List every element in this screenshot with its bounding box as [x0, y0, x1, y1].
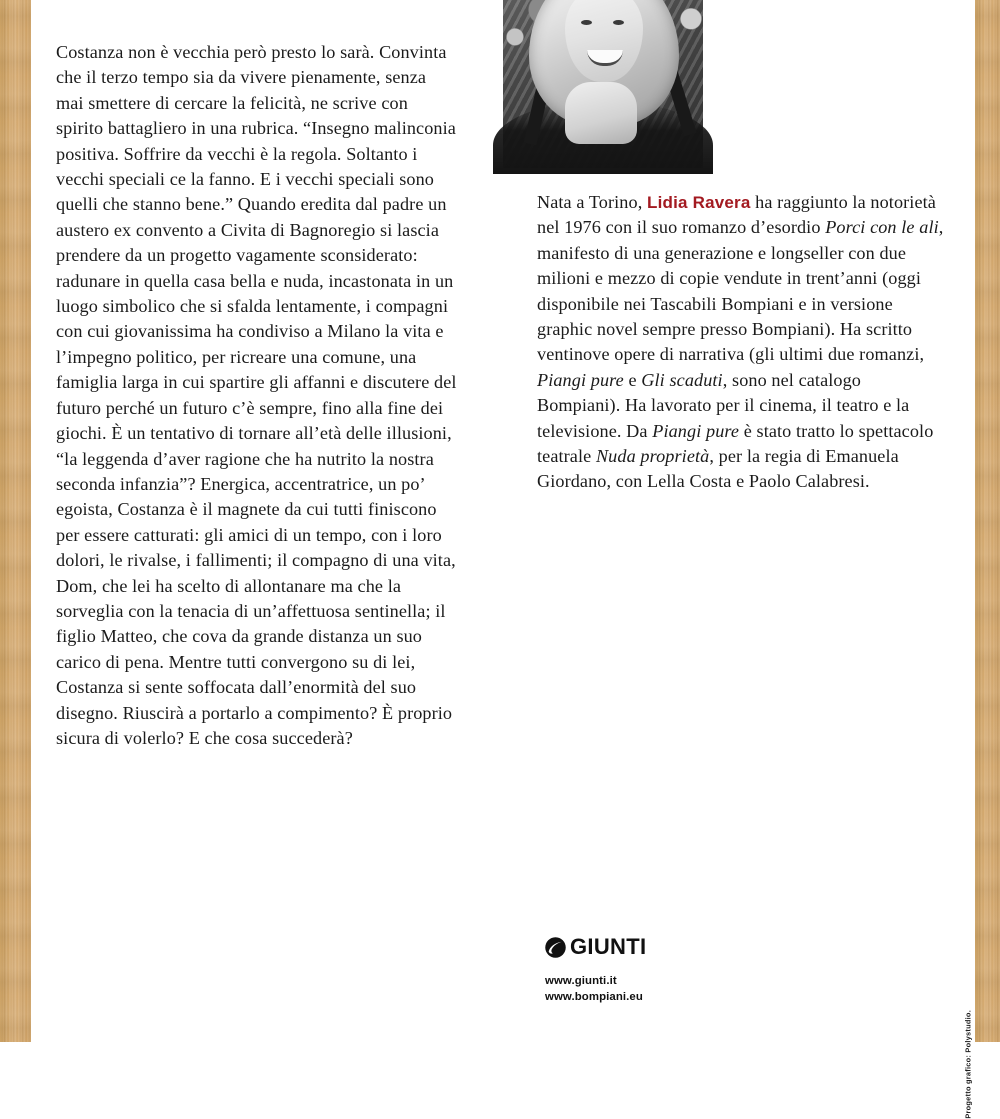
work-title-piangi-pure-1: Piangi pure: [537, 369, 624, 390]
bio-segment-5: , sono nel catalogo Bompiani). Ha lavorato per il cinema, il teatro e la televisione. Da: [537, 369, 910, 441]
work-title-porci-con-le-ali: Porci con le ali: [825, 217, 939, 238]
bio-segment-2: ha raggiunto la notorietà nel 1976 con il suo romanzo d’esordio: [537, 192, 936, 238]
left-flap-wood-strip: [0, 0, 31, 1042]
work-title-piangi-pure-2: Piangi pure: [652, 420, 740, 441]
blurb-text: Costanza non è vecchia però presto lo sarà. Convinta che il terzo tempo sia da vivere pienamente, senza mai smettere di cercare la felicità, ne scrive con spirito battagliero in una rubrica. “Insegno malinconia positiva. Soffrire da vecchi è la regola. Soltanto i vecchi speciali ce la fanno. E i vecchi speciali sono quelli che stanno bene.” Quando eredita dal padre un austero ex convento a Civita di Bagnoregio si lascia prendere da un progetto vagamente sconsiderato: radunare in quella casa bella e nuda, incastonata in un luogo simbolico che si sfalda lentamente, i compagni con cui giovanissima ha condiviso a Milano la vita e l’impegno politico, per ricreare una comune, una famiglia larga in cui spartire gli affanni e discutere del futuro perché un futuro c’è sempre, fino alla fine dei giochi. È un tentativo di tornare all’età delle illusioni, “la leggenda d’aver ragione che ha nutrito la nostra seconda infanzia”? Energica, accentratrice, un po’ egoista, Costanza è il magnete da cui tutti finiscono per essere catturati: gli amici di un tempo, con i loro dolori, le rivalse, i fallimenti; il compagno di una vita, Dom, che lei ha scelto di allontanare ma che la sorveglia con la tenacia di un’affettuosa sentinella; il figlio Matteo, che cova da grande distanza un suo carico di pena. Mentre tutti convergono su di lei, Costanza si sente soffocata dall’enormità del suo disegno. Riuscirà a portarlo a compimento? È proprio sicura di volerlo? E che cosa succederà?: [56, 42, 457, 748]
photo-eye-left: [581, 20, 592, 25]
publisher-logo: [545, 936, 805, 958]
work-title-gli-scaduti: Gli scaduti: [641, 369, 723, 390]
design-credit: Progetto grafico: Polystudio.: [964, 1010, 973, 1119]
bio-segment-4: e: [623, 369, 642, 390]
photo-hand: [565, 82, 637, 144]
photo-eye-right: [613, 20, 624, 25]
bio-segment-3: , manifesto di una generazione e longseller con due milioni e mezzo di copie vendute in trent’anni (oggi disponibile nei Tascabili Bompiani e in versione graphic novel sempre presso Bompiani). Ha scritto ventinove opere di narrativa (gli ultimi due romanzi,: [537, 217, 944, 365]
work-title-nuda-proprieta: Nuda proprietà: [595, 446, 710, 467]
publisher-block: [545, 936, 805, 1005]
book-blurb: [56, 40, 458, 751]
author-photo-image: [503, 0, 703, 168]
author-biography: [537, 190, 947, 495]
bio-paragraph: [537, 190, 947, 495]
author-name: Lidia Ravera: [647, 193, 751, 212]
url-giunti[interactable]: www.giunti.it: [545, 975, 617, 987]
publisher-urls: [545, 974, 805, 1005]
bio-segment-6: è stato tratto lo spettacolo teatrale: [537, 420, 934, 467]
right-flap-wood-strip: [975, 0, 1000, 1042]
author-photo: [503, 0, 703, 168]
publisher-logo-wordmark: GIUNTI: [570, 934, 647, 959]
bio-segment-1: Nata a Torino,: [537, 192, 647, 212]
bio-segment-7: , per la regia di Emanuela Giordano, con Lella Costa e Paolo Calabresi.: [537, 446, 899, 492]
giunti-g-mark-icon: [545, 937, 566, 958]
url-bompiani[interactable]: www.bompiani.eu: [545, 990, 643, 1003]
